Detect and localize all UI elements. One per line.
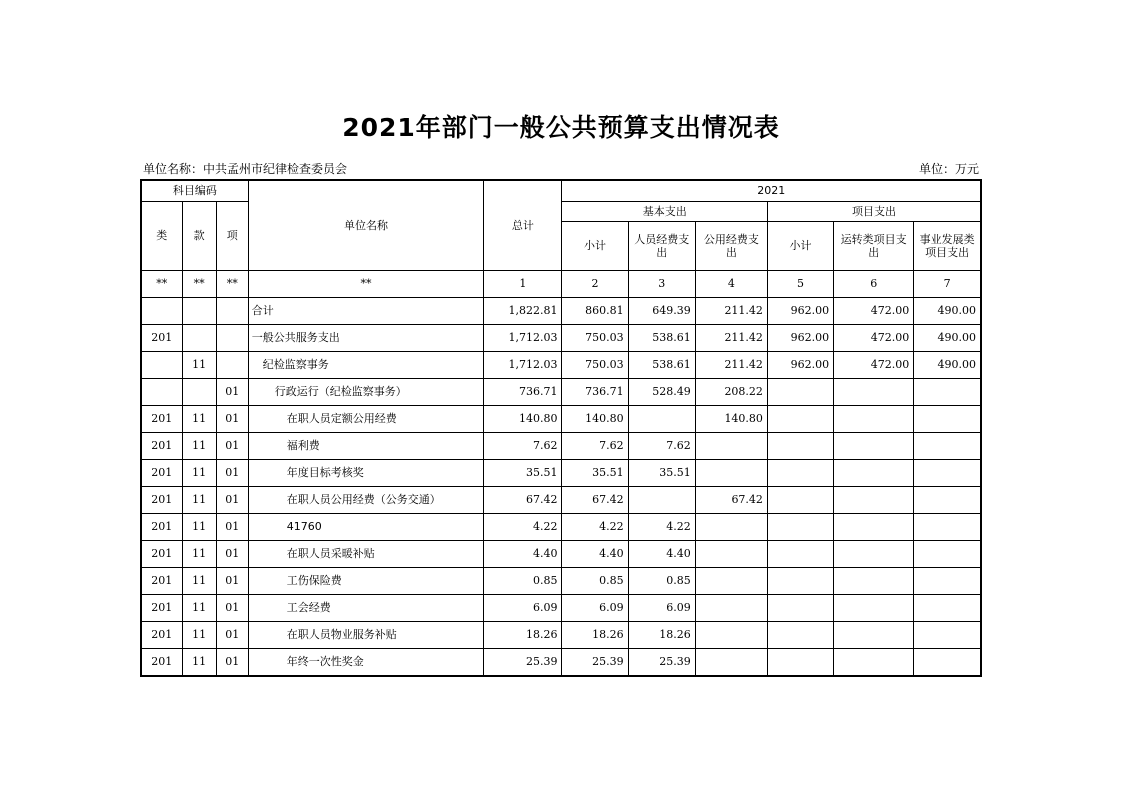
total-cell: 0.85 (484, 568, 562, 595)
table-row (141, 406, 981, 433)
basic-subtotal-cell: 67.42 (562, 487, 628, 514)
xiang-cell: 01 (216, 406, 248, 433)
project-subtotal-cell (767, 406, 833, 433)
public-cell (695, 649, 767, 677)
development-cell (914, 379, 981, 406)
total-cell: 25.39 (484, 649, 562, 677)
lei-cell: 201 (141, 487, 182, 514)
basic-subtotal-cell: 750.03 (562, 352, 628, 379)
transfer-cell (834, 649, 914, 677)
xiang-cell: 01 (216, 649, 248, 677)
public-cell (695, 433, 767, 460)
table-body (141, 298, 981, 677)
kuan-cell (182, 298, 216, 325)
table-row (141, 460, 981, 487)
xiang-cell (216, 298, 248, 325)
personnel-cell: 0.85 (628, 568, 695, 595)
kuan-cell: 11 (182, 433, 216, 460)
personnel-cell: 35.51 (628, 460, 695, 487)
lei-cell: 201 (141, 649, 182, 677)
item-name-cell: 福利费 (248, 433, 484, 460)
kuan-cell: 11 (182, 514, 216, 541)
personnel-cell: 25.39 (628, 649, 695, 677)
lei-cell (141, 298, 182, 325)
unit-name-label: 单位名称：中共孟州市纪律检查委员会 (143, 162, 348, 176)
transfer-project-header: 运转类项目支出 (834, 222, 914, 271)
personnel-cell (628, 406, 695, 433)
kuan-cell: 11 (182, 568, 216, 595)
item-name-cell: 合计 (248, 298, 484, 325)
item-name-cell: 工伤保险费 (248, 568, 484, 595)
table-row (141, 487, 981, 514)
page-title: 2021年部门一般公共预算支出情况表 (342, 113, 780, 142)
project-subtotal-cell (767, 595, 833, 622)
basic-subtotal-header: 小计 (562, 222, 628, 271)
lei-cell: 201 (141, 406, 182, 433)
item-name-cell: 在职人员定额公用经费 (248, 406, 484, 433)
total-cell: 6.09 (484, 595, 562, 622)
total-cell: 1,712.03 (484, 325, 562, 352)
transfer-cell (834, 460, 914, 487)
development-project-header: 事业发展类项目支出 (914, 222, 981, 271)
basic-expense-header: 基本支出 (562, 202, 767, 222)
index-row (141, 271, 981, 298)
development-cell (914, 487, 981, 514)
personnel-expense-header: 人员经费支出 (628, 222, 695, 271)
personnel-cell: 538.61 (628, 325, 695, 352)
transfer-cell (834, 568, 914, 595)
index-cell: 6 (834, 271, 914, 298)
transfer-cell: 472.00 (834, 298, 914, 325)
index-cell: ** (216, 271, 248, 298)
basic-subtotal-cell: 0.85 (562, 568, 628, 595)
development-cell: 490.00 (914, 298, 981, 325)
basic-subtotal-cell: 18.26 (562, 622, 628, 649)
development-cell: 490.00 (914, 325, 981, 352)
lei-cell: 201 (141, 433, 182, 460)
item-name-cell: 在职人员采暖补贴 (248, 541, 484, 568)
item-name-cell: 41760 (248, 514, 484, 541)
index-cell: 7 (914, 271, 981, 298)
xiang-cell: 01 (216, 433, 248, 460)
table-row (141, 541, 981, 568)
lei-cell: 201 (141, 595, 182, 622)
development-cell (914, 406, 981, 433)
lei-cell: 201 (141, 541, 182, 568)
personnel-cell: 538.61 (628, 352, 695, 379)
transfer-cell (834, 622, 914, 649)
basic-subtotal-cell: 35.51 (562, 460, 628, 487)
year-header: 2021 (562, 180, 981, 202)
public-cell: 211.42 (695, 298, 767, 325)
project-subtotal-cell (767, 379, 833, 406)
xiang-cell: 01 (216, 568, 248, 595)
personnel-cell (628, 487, 695, 514)
index-cell: 3 (628, 271, 695, 298)
index-cell: 5 (767, 271, 833, 298)
lei-cell: 201 (141, 460, 182, 487)
personnel-cell: 649.39 (628, 298, 695, 325)
xiang-cell: 01 (216, 541, 248, 568)
project-subtotal-cell (767, 541, 833, 568)
kuan-header: 款 (182, 202, 216, 271)
public-cell (695, 460, 767, 487)
project-subtotal-cell: 962.00 (767, 325, 833, 352)
lei-cell: 201 (141, 622, 182, 649)
table-row (141, 325, 981, 352)
kuan-cell: 11 (182, 649, 216, 677)
total-cell: 18.26 (484, 622, 562, 649)
project-subtotal-cell: 962.00 (767, 298, 833, 325)
total-cell: 1,712.03 (484, 352, 562, 379)
kuan-cell: 11 (182, 541, 216, 568)
item-name-cell: 在职人员公用经费（公务交通） (248, 487, 484, 514)
kuan-cell: 11 (182, 595, 216, 622)
xiang-cell: 01 (216, 460, 248, 487)
basic-subtotal-cell: 7.62 (562, 433, 628, 460)
personnel-cell: 4.40 (628, 541, 695, 568)
transfer-cell (834, 379, 914, 406)
total-cell: 67.42 (484, 487, 562, 514)
transfer-cell (834, 595, 914, 622)
kuan-cell: 11 (182, 487, 216, 514)
xiang-cell: 01 (216, 622, 248, 649)
public-cell (695, 514, 767, 541)
item-name-cell: 年终一次性奖金 (248, 649, 484, 677)
kuan-cell: 11 (182, 406, 216, 433)
xiang-cell (216, 352, 248, 379)
development-cell (914, 595, 981, 622)
development-cell (914, 568, 981, 595)
public-cell (695, 541, 767, 568)
xiang-cell (216, 325, 248, 352)
project-subtotal-cell (767, 460, 833, 487)
transfer-cell: 472.00 (834, 325, 914, 352)
lei-cell: 201 (141, 514, 182, 541)
item-name-cell: 工会经费 (248, 595, 484, 622)
public-cell (695, 568, 767, 595)
index-cell: ** (182, 271, 216, 298)
total-cell: 35.51 (484, 460, 562, 487)
total-cell: 7.62 (484, 433, 562, 460)
basic-subtotal-cell: 140.80 (562, 406, 628, 433)
basic-subtotal-cell: 4.22 (562, 514, 628, 541)
kuan-cell (182, 379, 216, 406)
project-subtotal-cell (767, 487, 833, 514)
table-row (141, 622, 981, 649)
development-cell (914, 514, 981, 541)
project-subtotal-cell (767, 514, 833, 541)
subject-code-header: 科目编码 (141, 180, 248, 202)
item-name-cell: 纪检监察事务 (248, 352, 484, 379)
transfer-cell (834, 541, 914, 568)
index-cell: 2 (562, 271, 628, 298)
total-header: 总计 (484, 180, 562, 271)
transfer-cell (834, 487, 914, 514)
xiang-cell: 01 (216, 487, 248, 514)
transfer-cell: 472.00 (834, 352, 914, 379)
index-cell: 1 (484, 271, 562, 298)
unit-name-header: 单位名称 (248, 180, 484, 271)
xiang-cell: 01 (216, 379, 248, 406)
table-row (141, 352, 981, 379)
total-cell: 4.40 (484, 541, 562, 568)
total-cell: 4.22 (484, 514, 562, 541)
kuan-cell: 11 (182, 622, 216, 649)
table-row (141, 298, 981, 325)
item-name-cell: 行政运行（纪检监察事务） (248, 379, 484, 406)
development-cell (914, 649, 981, 677)
index-cell: ** (248, 271, 484, 298)
basic-subtotal-cell: 736.71 (562, 379, 628, 406)
personnel-cell: 528.49 (628, 379, 695, 406)
development-cell (914, 622, 981, 649)
index-cell: 4 (695, 271, 767, 298)
total-cell: 1,822.81 (484, 298, 562, 325)
item-name-cell: 一般公共服务支出 (248, 325, 484, 352)
project-subtotal-header: 小计 (767, 222, 833, 271)
item-name-cell: 在职人员物业服务补贴 (248, 622, 484, 649)
public-cell: 140.80 (695, 406, 767, 433)
table-row (141, 568, 981, 595)
currency-unit-label: 单位：万元 (918, 162, 979, 176)
transfer-cell (834, 406, 914, 433)
xiang-header: 项 (216, 202, 248, 271)
table-row (141, 379, 981, 406)
lei-cell: 201 (141, 568, 182, 595)
basic-subtotal-cell: 750.03 (562, 325, 628, 352)
basic-subtotal-cell: 4.40 (562, 541, 628, 568)
development-cell (914, 541, 981, 568)
public-cell (695, 595, 767, 622)
project-subtotal-cell: 962.00 (767, 352, 833, 379)
table-row (141, 595, 981, 622)
table-row (141, 433, 981, 460)
public-cell: 211.42 (695, 325, 767, 352)
kuan-cell: 11 (182, 460, 216, 487)
development-cell (914, 460, 981, 487)
personnel-cell: 6.09 (628, 595, 695, 622)
public-expense-header: 公用经费支出 (695, 222, 767, 271)
development-cell: 490.00 (914, 352, 981, 379)
project-subtotal-cell (767, 622, 833, 649)
total-cell: 736.71 (484, 379, 562, 406)
personnel-cell: 18.26 (628, 622, 695, 649)
lei-cell (141, 379, 182, 406)
transfer-cell (834, 514, 914, 541)
kuan-cell: 11 (182, 352, 216, 379)
table-header (141, 180, 981, 298)
project-subtotal-cell (767, 433, 833, 460)
basic-subtotal-cell: 25.39 (562, 649, 628, 677)
table-row (141, 514, 981, 541)
public-cell: 211.42 (695, 352, 767, 379)
budget-table (140, 179, 982, 677)
project-expense-header: 项目支出 (767, 202, 981, 222)
lei-cell (141, 352, 182, 379)
basic-subtotal-cell: 860.81 (562, 298, 628, 325)
xiang-cell: 01 (216, 514, 248, 541)
public-cell: 208.22 (695, 379, 767, 406)
lei-header: 类 (141, 202, 182, 271)
table-row (141, 649, 981, 677)
index-cell: ** (141, 271, 182, 298)
development-cell (914, 433, 981, 460)
total-cell: 140.80 (484, 406, 562, 433)
project-subtotal-cell (767, 649, 833, 677)
item-name-cell: 年度目标考核奖 (248, 460, 484, 487)
xiang-cell: 01 (216, 595, 248, 622)
personnel-cell: 4.22 (628, 514, 695, 541)
personnel-cell: 7.62 (628, 433, 695, 460)
transfer-cell (834, 433, 914, 460)
kuan-cell (182, 325, 216, 352)
lei-cell: 201 (141, 325, 182, 352)
public-cell (695, 622, 767, 649)
public-cell: 67.42 (695, 487, 767, 514)
project-subtotal-cell (767, 568, 833, 595)
basic-subtotal-cell: 6.09 (562, 595, 628, 622)
